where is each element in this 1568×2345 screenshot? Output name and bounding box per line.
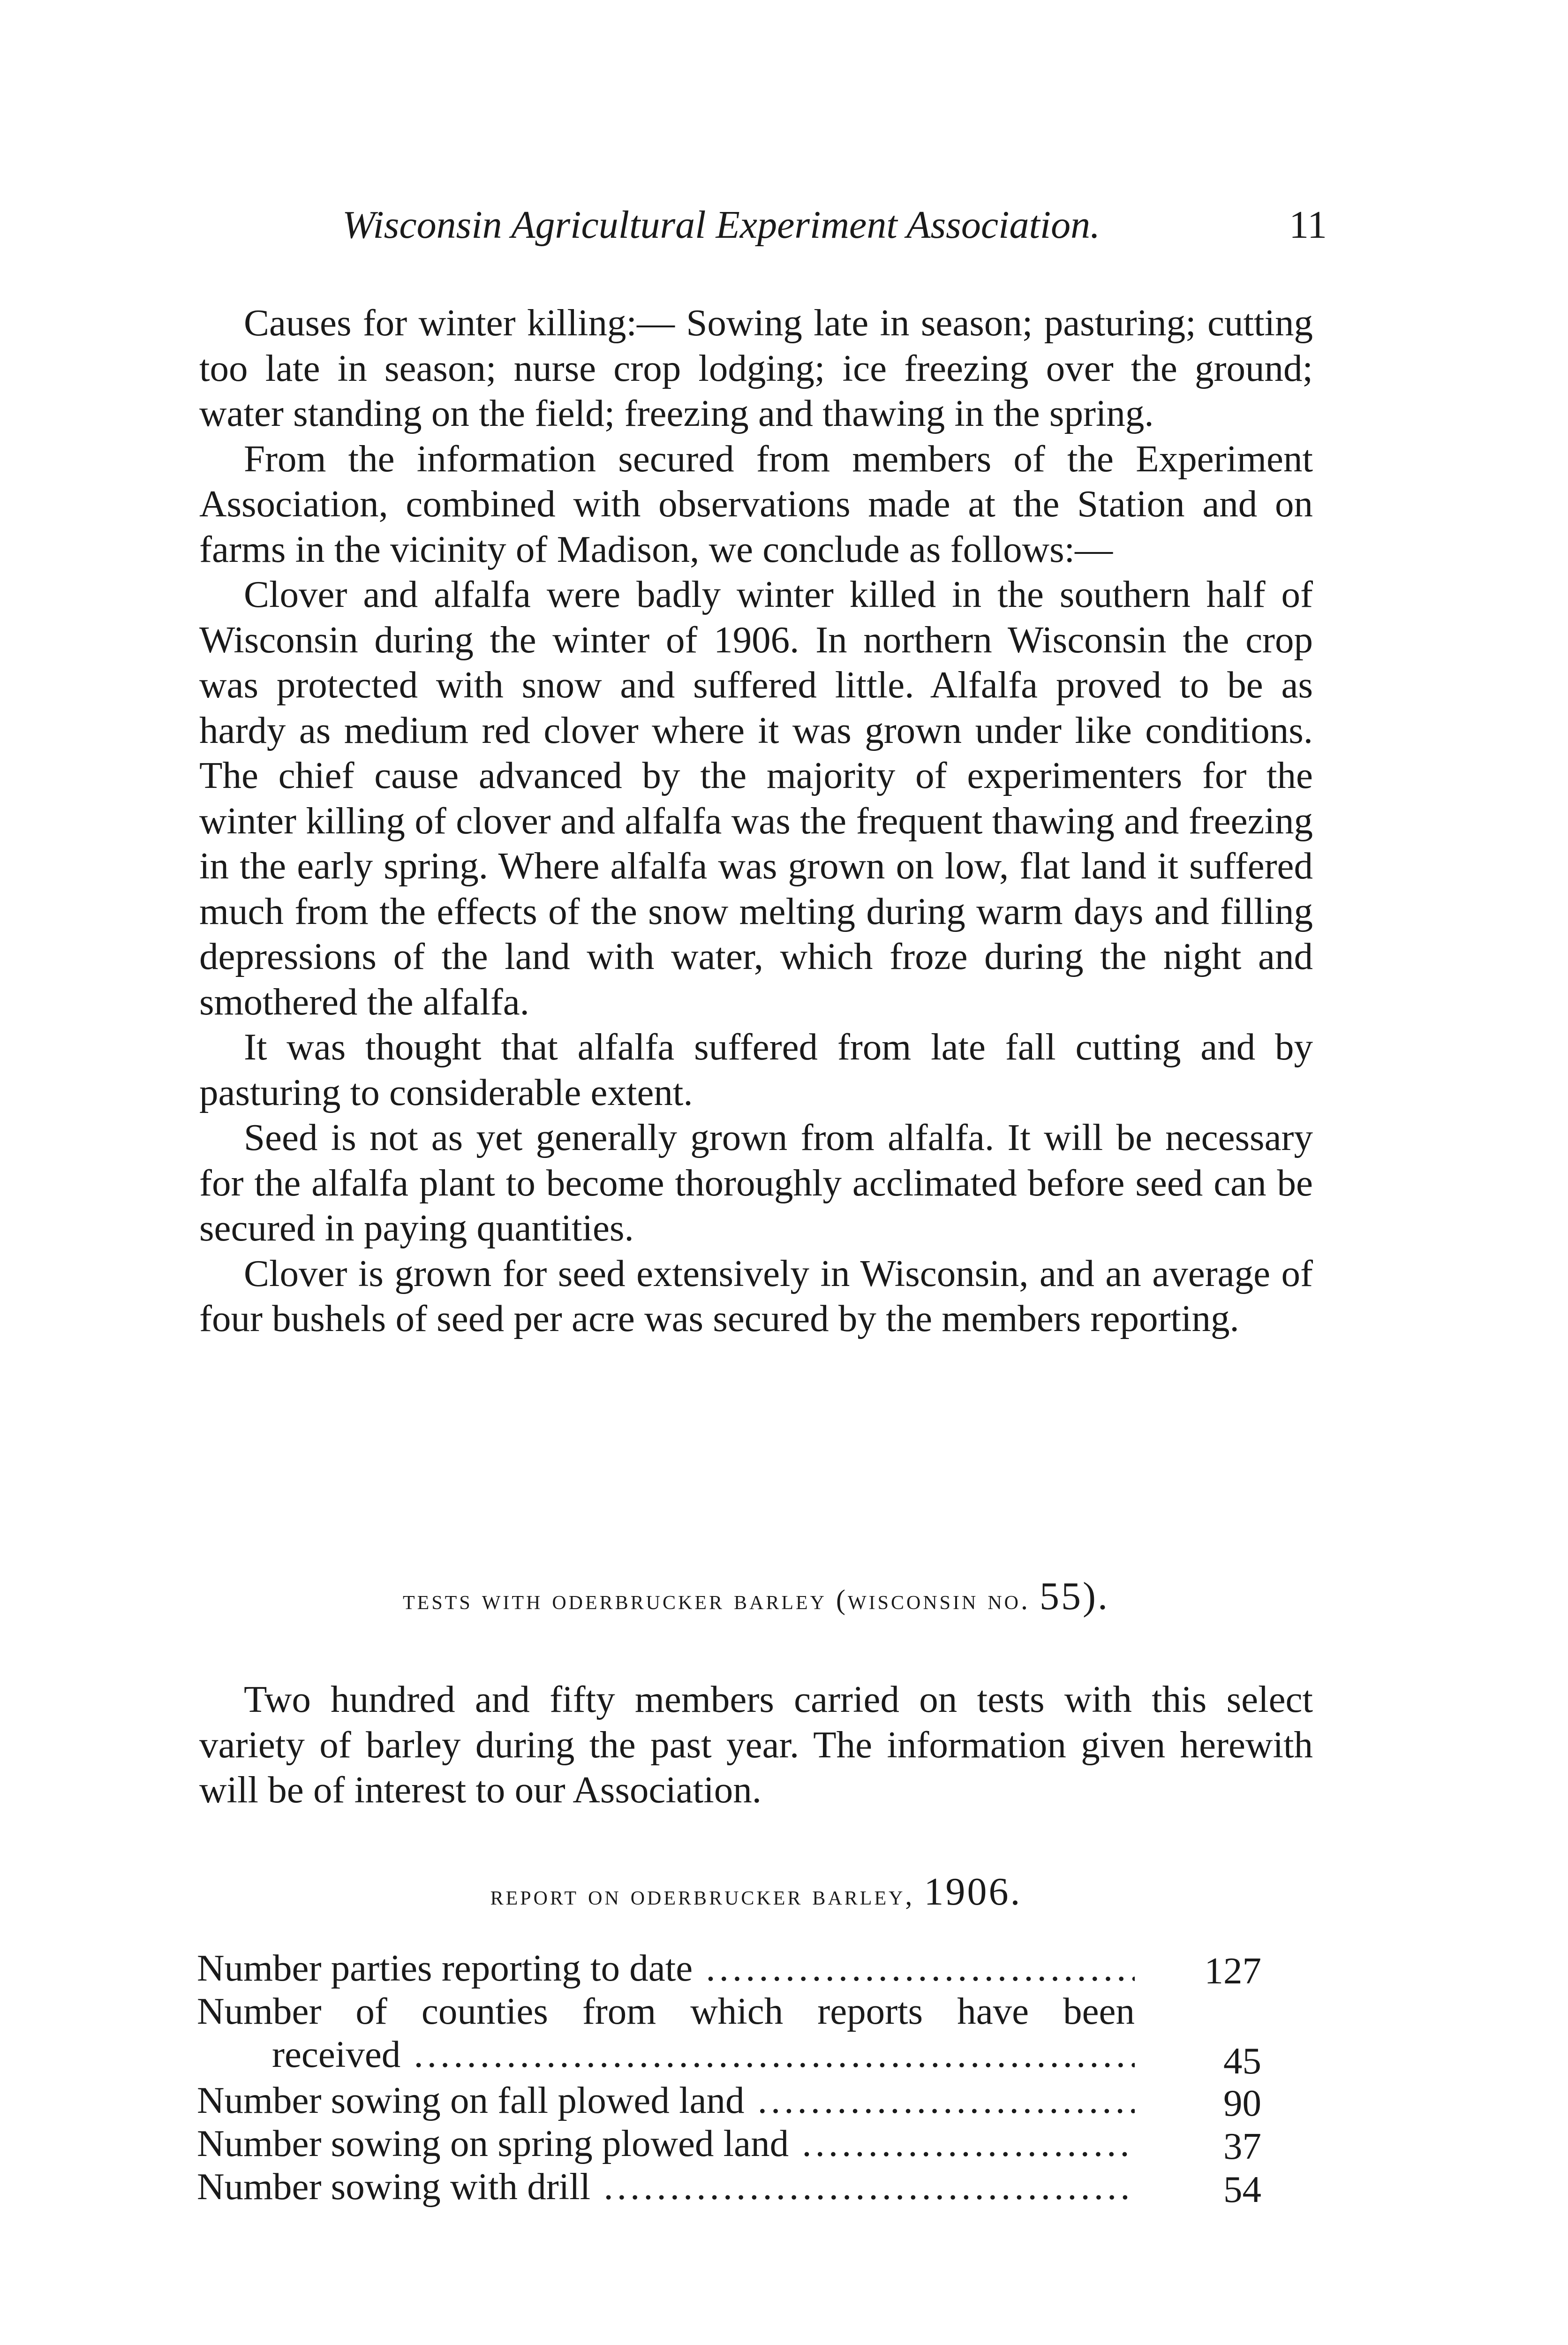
report-label-first-line: Number of counties from which reports have been — [197, 1990, 1135, 2032]
report-value: 37 — [1223, 2125, 1261, 2167]
report-row — [197, 2079, 1261, 2122]
body-text-tests — [199, 1677, 1313, 1813]
paragraph-information: From the information secured from members of the Experiment Association, combined with observations made at the Station and on farms in the vicinity of Madison, we conclude as follows:— — [199, 437, 1313, 570]
paragraph-tests: Two hundred and fifty members carried on tests with this select variety of barley during the past year. The information given herewith will be of interest to our Association. — [199, 1678, 1313, 1811]
paragraph-late-cutting: It was thought that alfalfa suffered from late fall cutting and by pasturing to considerable extent. — [199, 1026, 1313, 1113]
paragraph-seed: Seed is not as yet generally grown from alfalfa. It will be necessary for the alfalfa plant to become thoroughly acclimated before seed can be secured in paying quantities. — [199, 1116, 1313, 1249]
section-heading — [199, 1573, 1313, 1619]
report-heading-text: report on oderbrucker barley, — [490, 1880, 915, 1911]
report-label: Number sowing with drill — [197, 2165, 591, 2208]
report-table — [197, 1946, 1261, 2208]
report-label: received — [272, 2033, 401, 2075]
report-label: Number parties reporting to date — [197, 1947, 693, 1989]
section-heading-number: 55). — [1040, 1574, 1109, 1618]
page-number: 11 — [1289, 203, 1327, 247]
paragraph-clover-alfalfa: Clover and alfalfa were badly winter killed in the southern half of Wisconsin during the winter of 1906. In northern Wisconsin the crop was protected with snow and suffered little. Alfalfa proved to be as hardy as medium red clover where it was grown under like conditions. The chief cause advanced by the majority of experimenters for the winter killing of clover and alfalfa was the frequent thawing and freezing in the early spring. Where alfalfa was grown on low, flat land it suffered much from the effects of the snow melting during warm days and filling depressions of the land with water, which froze during the night and smothered the alfalfa. — [199, 573, 1313, 1023]
report-heading-year: 1906. — [924, 1870, 1022, 1914]
body-text-top — [199, 300, 1313, 1341]
report-row — [197, 2165, 1261, 2208]
section-heading-text: tests with oderbrucker barley (wisconsin no. — [403, 1584, 1030, 1615]
report-value: 54 — [1223, 2168, 1261, 2210]
report-value: 127 — [1204, 1950, 1261, 1992]
report-row — [197, 1989, 1261, 2082]
report-heading — [199, 1869, 1313, 1914]
report-label: Number sowing on spring plowed land — [197, 2122, 789, 2164]
report-value: 90 — [1223, 2082, 1261, 2124]
report-row — [197, 1946, 1261, 1992]
running-head — [342, 199, 1327, 251]
paragraph-clover-seed: Clover is grown for seed extensively in Wisconsin, and an average of four bushels of seed per acre was secured by the members reporting. — [199, 1252, 1313, 1339]
paragraph-causes: Causes for winter killing:— Sowing late in season; pasturing; cutting too late in season; nurse crop lodging; ice freezing over the ground; water standing on the field; freezing and thawing in the spring. — [199, 302, 1313, 434]
report-row — [197, 2122, 1261, 2165]
report-value: 45 — [1223, 2040, 1261, 2082]
report-label: Number sowing on fall plowed land — [197, 2079, 745, 2121]
running-head-title: Wisconsin Agricultural Experiment Association. — [342, 203, 1101, 247]
